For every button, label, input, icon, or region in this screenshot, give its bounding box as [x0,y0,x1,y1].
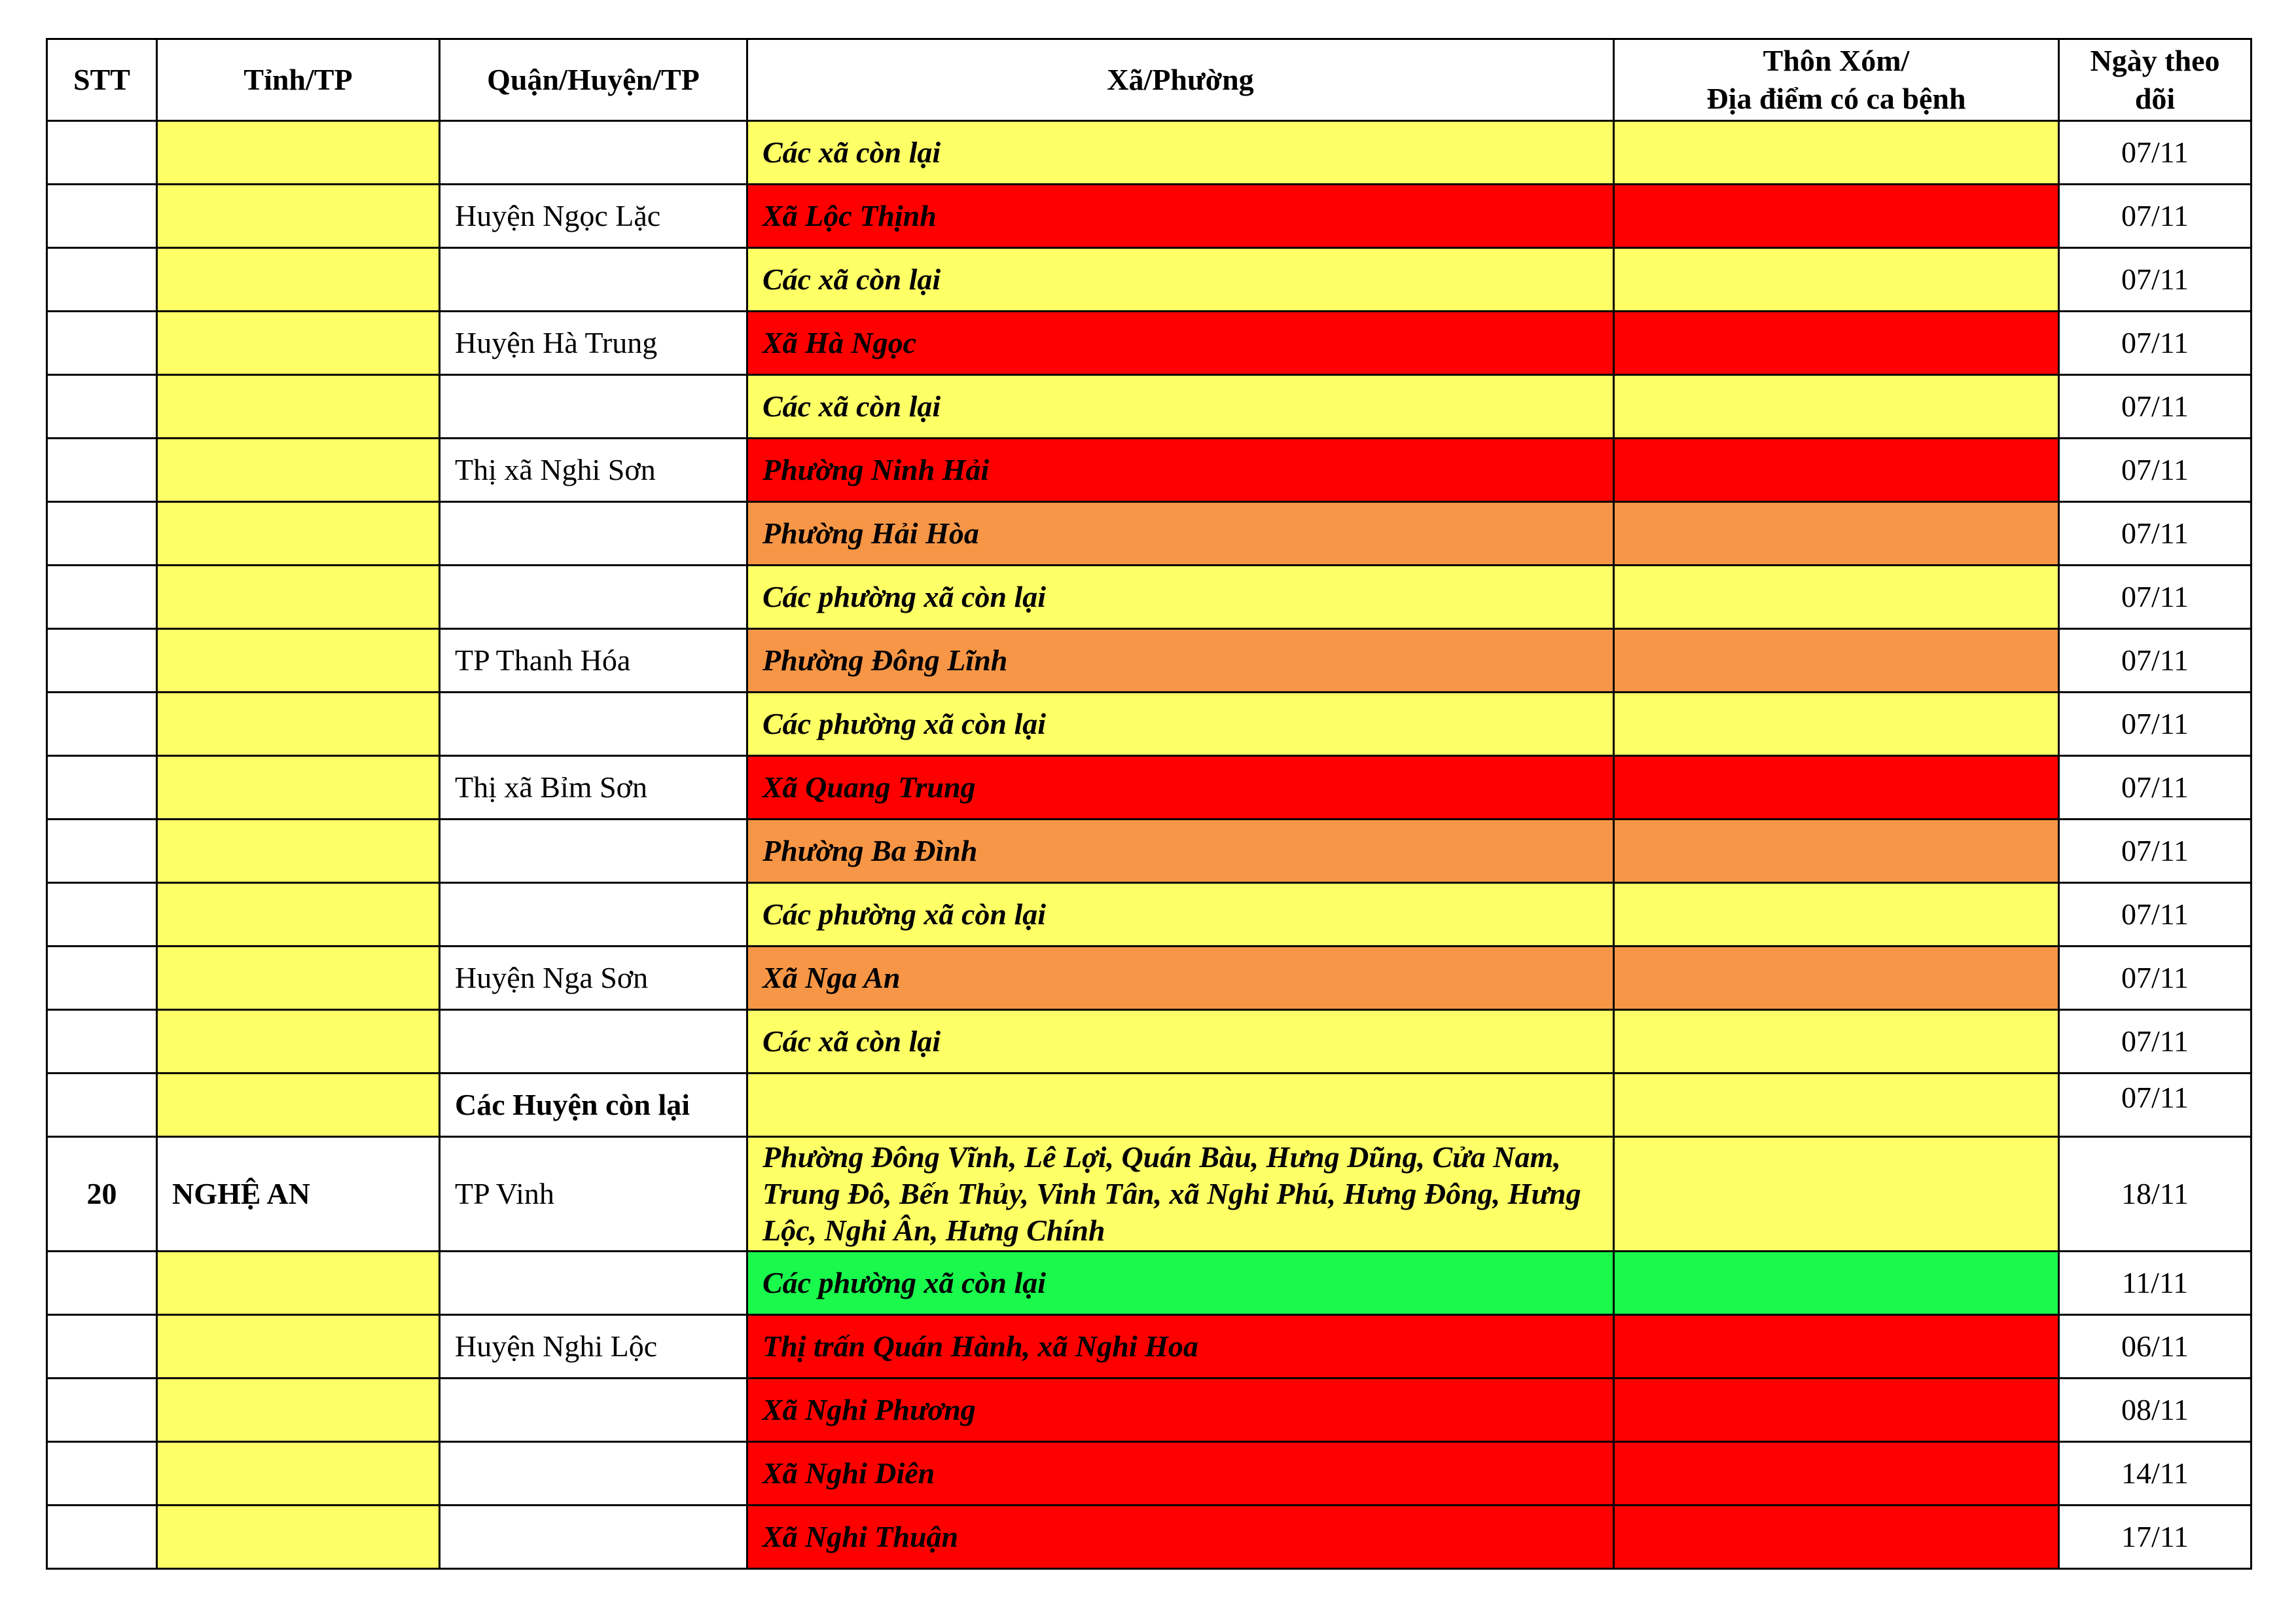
header-date-line2: dõi [2134,82,2176,115]
date-cell: 07/11 [2059,629,2251,693]
header-ward: Xã/Phường [747,39,1614,121]
ward-cell: Các phường xã còn lại [747,1252,1614,1315]
province-cell [157,312,440,375]
table-row [47,312,2251,375]
province-cell: NGHỆ AN [157,1137,440,1252]
stt-cell [47,1252,157,1315]
date-cell: 08/11 [2059,1379,2251,1442]
ward-cell: Xã Nghi Thuận [747,1506,1614,1569]
stt-cell [47,883,157,947]
table-row [47,1252,2251,1315]
stt-cell [47,502,157,566]
date-cell: 07/11 [2059,693,2251,756]
ward-cell: Xã Nghi Diên [747,1442,1614,1506]
ward-cell: Các phường xã còn lại [747,883,1614,947]
district-cell: Thị xã Bỉm Sơn [440,756,747,820]
district-cell [440,121,747,185]
hamlet-cell [1614,1010,2059,1074]
date-cell: 07/11 [2059,312,2251,375]
district-cell: Các Huyện còn lại [440,1074,747,1137]
ward-cell: Phường Đông Vĩnh, Lê Lợi, Quán Bàu, Hưng Dũng, Cửa Nam, Trung Đô, Bến Thủy, Vinh Tân, xã Nghi Phú, Hưng Đông, Hưng Lộc, Nghi Ân, Hưng Chính [747,1137,1614,1252]
stt-cell [47,947,157,1010]
province-cell [157,566,440,629]
ward-cell: Các xã còn lại [747,375,1614,439]
table-row [47,248,2251,312]
header-stt: STT [47,39,157,121]
province-cell [157,1074,440,1137]
province-cell [157,248,440,312]
epidemic-zone-table [46,38,2252,1570]
hamlet-cell [1614,375,2059,439]
stt-cell: 20 [47,1137,157,1252]
province-cell [157,502,440,566]
district-cell: Huyện Ngọc Lặc [440,185,747,248]
date-cell: 07/11 [2059,756,2251,820]
date-cell: 07/11 [2059,185,2251,248]
table-row [47,883,2251,947]
table-row [47,566,2251,629]
stt-cell [47,185,157,248]
date-cell: 06/11 [2059,1315,2251,1379]
district-cell [440,375,747,439]
district-cell: Huyện Hà Trung [440,312,747,375]
zone-table-page [46,38,2250,1570]
table-row [47,375,2251,439]
district-cell [440,693,747,756]
date-cell: 07/11 [2059,883,2251,947]
ward-cell: Thị trấn Quán Hành, xã Nghi Hoa [747,1315,1614,1379]
hamlet-cell [1614,693,2059,756]
header-hamlet [1614,39,2059,121]
table-row [47,1442,2251,1506]
stt-cell [47,820,157,883]
district-cell [440,248,747,312]
stt-cell [47,439,157,502]
stt-cell [47,1442,157,1506]
province-cell [157,883,440,947]
stt-cell [47,693,157,756]
hamlet-cell [1614,439,2059,502]
ward-cell: Các xã còn lại [747,121,1614,185]
date-cell: 07/11 [2059,375,2251,439]
hamlet-cell [1614,883,2059,947]
ward-cell: Phường Đông Lĩnh [747,629,1614,693]
table-row [47,1010,2251,1074]
table-row [47,1379,2251,1442]
district-cell [440,566,747,629]
province-cell [157,1315,440,1379]
ward-cell: Các phường xã còn lại [747,693,1614,756]
ward-cell: Phường Ninh Hải [747,439,1614,502]
district-cell [440,1506,747,1569]
stt-cell [47,1506,157,1569]
date-cell: 07/11 [2059,248,2251,312]
ward-cell: Các xã còn lại [747,1010,1614,1074]
stt-cell [47,1074,157,1137]
table-row [47,1137,2251,1252]
table-row [47,693,2251,756]
header-date [2059,39,2251,121]
header-row [47,39,2251,121]
district-cell: Thị xã Nghi Sơn [440,439,747,502]
province-cell [157,1010,440,1074]
ward-cell: Xã Nga An [747,947,1614,1010]
province-cell [157,121,440,185]
district-cell: Huyện Nghi Lộc [440,1315,747,1379]
province-cell [157,629,440,693]
table-row [47,185,2251,248]
hamlet-cell [1614,1442,2059,1506]
stt-cell [47,248,157,312]
ward-cell: Xã Nghi Phương [747,1379,1614,1442]
hamlet-cell [1614,566,2059,629]
header-province: Tỉnh/TP [157,39,440,121]
hamlet-cell [1614,312,2059,375]
province-cell [157,1442,440,1506]
stt-cell [47,121,157,185]
stt-cell [47,1315,157,1379]
hamlet-cell [1614,1074,2059,1137]
hamlet-cell [1614,629,2059,693]
table-row [47,502,2251,566]
province-cell [157,947,440,1010]
province-cell [157,1379,440,1442]
date-cell: 07/11 [2059,947,2251,1010]
header-hamlet-line2: Địa điểm có ca bệnh [1706,82,1966,115]
table-row [47,1506,2251,1569]
hamlet-cell [1614,1252,2059,1315]
date-cell: 07/11 [2059,820,2251,883]
district-cell [440,1442,747,1506]
stt-cell [47,756,157,820]
district-cell [440,502,747,566]
table-row [47,1315,2251,1379]
district-cell [440,1252,747,1315]
ward-cell: Phường Hải Hòa [747,502,1614,566]
ward-cell: Xã Lộc Thịnh [747,185,1614,248]
table-row [47,121,2251,185]
table-row [47,947,2251,1010]
ward-cell [747,1074,1614,1137]
district-cell [440,883,747,947]
hamlet-cell [1614,1379,2059,1442]
date-cell: 14/11 [2059,1442,2251,1506]
table-row [47,439,2251,502]
date-cell: 07/11 [2059,566,2251,629]
date-cell: 07/11 [2059,439,2251,502]
date-cell: 07/11 [2059,502,2251,566]
hamlet-cell [1614,1315,2059,1379]
hamlet-cell [1614,185,2059,248]
header-hamlet-line1: Thôn Xóm/ [1763,44,1910,77]
stt-cell [47,1379,157,1442]
hamlet-cell [1614,1137,2059,1252]
ward-cell: Xã Hà Ngọc [747,312,1614,375]
stt-cell [47,1010,157,1074]
district-cell: TP Vinh [440,1137,747,1252]
stt-cell [47,629,157,693]
hamlet-cell [1614,121,2059,185]
date-cell: 07/11 [2059,121,2251,185]
province-cell [157,185,440,248]
stt-cell [47,312,157,375]
ward-cell: Các xã còn lại [747,248,1614,312]
table-row [47,756,2251,820]
table-row [47,629,2251,693]
date-cell: 07/11 [2059,1010,2251,1074]
date-cell: 18/11 [2059,1137,2251,1252]
district-cell: Huyện Nga Sơn [440,947,747,1010]
province-cell [157,1506,440,1569]
date-cell: 17/11 [2059,1506,2251,1569]
stt-cell [47,566,157,629]
header-district: Quận/Huyện/TP [440,39,747,121]
header-date-line1: Ngày theo [2090,44,2220,77]
ward-cell: Phường Ba Đình [747,820,1614,883]
table-row [47,1074,2251,1137]
date-cell: 11/11 [2059,1252,2251,1315]
hamlet-cell [1614,1506,2059,1569]
province-cell [157,439,440,502]
province-cell [157,756,440,820]
hamlet-cell [1614,756,2059,820]
hamlet-cell [1614,248,2059,312]
district-cell: TP Thanh Hóa [440,629,747,693]
ward-cell: Các phường xã còn lại [747,566,1614,629]
hamlet-cell [1614,502,2059,566]
hamlet-cell [1614,947,2059,1010]
district-cell [440,1379,747,1442]
province-cell [157,375,440,439]
province-cell [157,1252,440,1315]
province-cell [157,693,440,756]
date-cell: 07/11 [2059,1074,2251,1137]
hamlet-cell [1614,820,2059,883]
district-cell [440,820,747,883]
stt-cell [47,375,157,439]
district-cell [440,1010,747,1074]
table-body [47,121,2251,1569]
province-cell [157,820,440,883]
ward-cell: Xã Quang Trung [747,756,1614,820]
table-row [47,820,2251,883]
